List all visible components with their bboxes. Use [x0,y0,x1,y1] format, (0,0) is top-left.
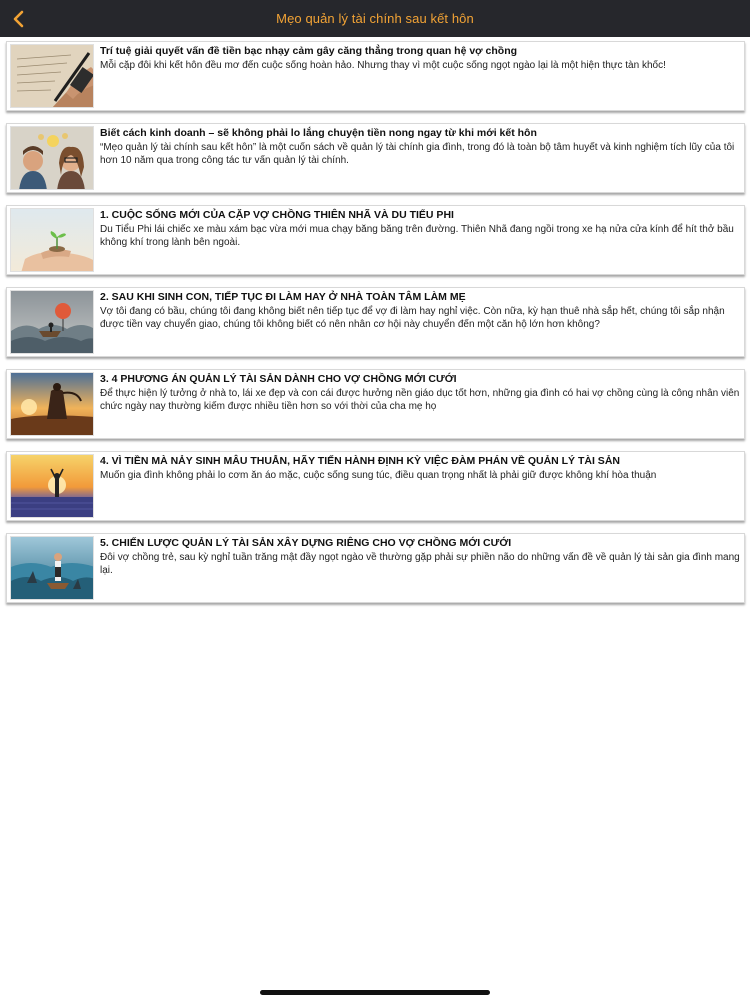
article-description: Mỗi cặp đôi khi kết hôn đều mơ đến cuộc sống hoàn hảo. Nhưng thay vì một cuộc sống ngọt ngào lại là một hiện thực tàn khốc! [100,60,666,71]
article-description: “Mẹo quản lý tài chính sau kết hôn” là một cuốn sách về quản lý tài chính gia đình, trong đó là toàn bộ tâm huyết và kinh nghiệm tích lũy của tôi hơn 10 năm qua trong công tác tư vấn quản lý tài chính. [100,142,735,166]
article-title: 5. CHIẾN LƯỢC QUẢN LÝ TÀI SẢN XÂY DỰNG RIÊNG CHO VỢ CHỒNG MỚI CƯỚI [100,537,512,549]
article-title: Trí tuệ giải quyết vấn đề tiền bạc nhạy cảm gây căng thẳng trong quan hệ vợ chồng [100,45,518,57]
article-card[interactable] [6,205,745,275]
chevron-left-icon [12,9,26,29]
article-thumbnail-writing-image [10,44,94,108]
article-card[interactable] [6,123,745,193]
home-indicator[interactable] [260,990,490,995]
article-card[interactable] [6,533,745,603]
navigation-bar [0,0,750,37]
article-thumbnail-sunrise-sea-image [10,454,94,518]
article-thumbnail-stormy-boat-image [10,290,94,354]
article-title: 1. CUỘC SỐNG MỚI CỦA CẶP VỢ CHỒNG THIÊN NHÃ VÀ DU TIỂU PHI [100,209,454,221]
article-description: Du Tiểu Phi lái chiếc xe màu xám bạc vừa mới mua chạy băng băng trên đường. Thiên Nhã đang ngồi trong xe hạ nửa cửa kính để hít thở bầu không khí trong lành bên ngoài. [100,224,734,248]
article-description: Đôi vợ chồng trẻ, sau kỳ nghỉ tuần trăng mật đầy ngọt ngào về thường gặp phải sự phiền não do những vấn đề về quản lý tài sản gia đình mang lại. [100,552,740,576]
article-card[interactable] [6,369,745,439]
article-description: Muốn gia đình không phải lo cơm ăn áo mặc, cuộc sống sung túc, điều quan trọng nhất là phải giữ được không khí hòa thuận [100,470,657,481]
back-button[interactable] [6,6,32,32]
article-title: 4. VÌ TIỀN MÀ NẢY SINH MÂU THUẪN, HÃY TIẾN HÀNH ĐỊNH KỲ VIỆC ĐÀM PHÁN VỀ QUẢN LÝ TÀI SẢN [100,455,620,467]
article-thumbnail-plant-hand-image [10,208,94,272]
article-card[interactable] [6,451,745,521]
article-title: 3. 4 PHƯƠNG ÁN QUẢN LÝ TÀI SẢN DÀNH CHO VỢ CHỒNG MỚI CƯỚI [100,373,457,385]
article-thumbnail-couple-image [10,126,94,190]
page-title: Mẹo quản lý tài chính sau kết hôn [276,11,474,26]
article-title: 2. SAU KHI SINH CON, TIẾP TỤC ĐI LÀM HAY Ở NHÀ TOÀN TÂM LÀM MẸ [100,291,466,303]
article-description: Để thực hiện lý tưởng ở nhà to, lái xe đẹp và con cái được hưởng nền giáo dục tốt hơn, những gia đình có hai vợ chồng cùng là công nhân viên chức ngày nay thường kiếm được nhiều tiền hơn so với thời của cha mẹ họ [100,388,740,412]
article-thumbnail-shark-waves-image [10,536,94,600]
article-thumbnail-sunset-figure-image [10,372,94,436]
article-title: Biết cách kinh doanh – sẽ không phải lo lắng chuyện tiền nong ngay từ khi mới kết hôn [100,127,537,139]
article-description: Vợ tôi đang có bầu, chúng tôi đang không biết nên tiếp tục để vợ đi làm hay nghỉ việc. Còn nữa, kỳ hạn thuê nhà sắp hết, chúng tôi sắp nhận được tiền vay chuyển giao, chúng tôi không biết có nên nhân cơ hội này chuyển đến một căn hộ lớn hơn không? [100,306,725,330]
article-card[interactable] [6,287,745,357]
article-card[interactable] [6,41,745,111]
